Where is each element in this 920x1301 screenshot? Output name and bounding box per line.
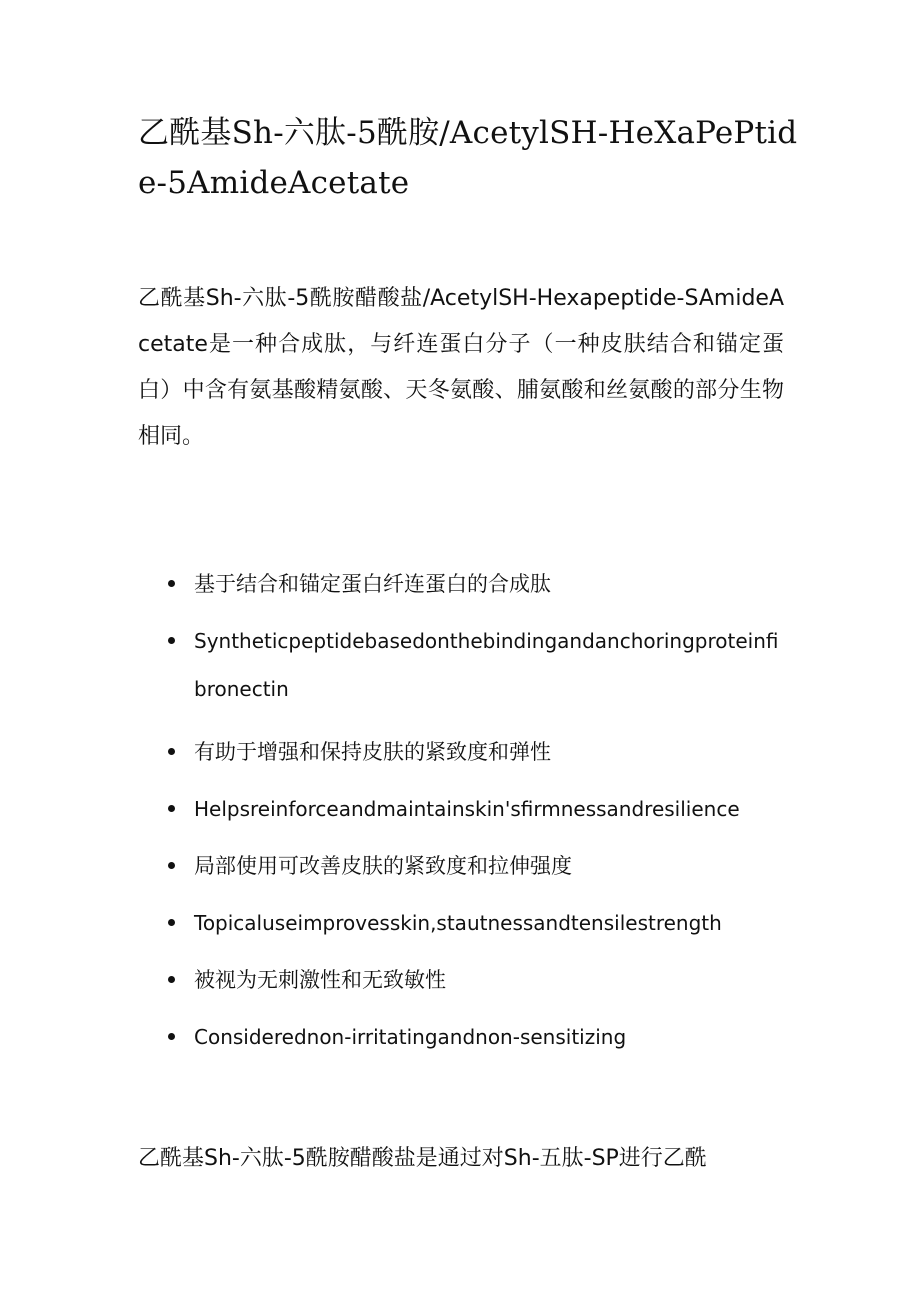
bullet-icon xyxy=(168,805,175,812)
list-item-text: 有助于增强和保持皮肤的紧致度和弹性 xyxy=(194,740,551,764)
list-item-text: Syntheticpeptidebasedonthebindingandanchoringproteinfibronectin xyxy=(194,629,779,701)
closing-paragraph: 乙酰基Sh-六肽-5酰胺醋酸盐是通过对Sh-五肽-SP进行乙酰 xyxy=(138,1146,707,1171)
list-item-text: 局部使用可改善皮肤的紧致度和拉伸强度 xyxy=(194,854,572,878)
list-item xyxy=(160,785,790,833)
list-item-text: 被视为无刺激性和无致敏性 xyxy=(194,968,446,992)
list-item xyxy=(160,899,790,947)
document-title: 乙酰基Sh-六肽-5酰胺/AcetylSH-HeXaPePtide-5AmideAcetate xyxy=(138,115,798,201)
bullet-icon xyxy=(168,919,175,926)
list-item-text: Helpsreinforceandmaintainskin'sfirmnessandresilience xyxy=(194,797,740,821)
list-item-text: Considerednon-irritatingandnon-sensitizing xyxy=(194,1025,627,1049)
bullet-icon xyxy=(168,580,175,587)
intro-paragraph: 乙酰基Sh-六肽-5酰胺醋酸盐/AcetylSH-Hexapeptide-SAmideAcetate是一种合成肽，与纤连蛋白分子（一种皮肤结合和锚定蛋白）中含有氨基酸精氨酸、天冬氨酸、脯氨酸和丝氨酸的部分生物相同。 xyxy=(138,286,784,449)
feature-list xyxy=(160,560,790,1070)
list-item xyxy=(160,728,790,776)
bullet-icon xyxy=(168,862,175,869)
list-item xyxy=(160,617,790,713)
list-item xyxy=(160,1013,790,1061)
list-item xyxy=(160,842,790,890)
bullet-icon xyxy=(168,976,175,983)
bullet-icon xyxy=(168,748,175,755)
list-item xyxy=(160,560,790,608)
list-item-text: 基于结合和锚定蛋白纤连蛋白的合成肽 xyxy=(194,572,551,596)
list-item xyxy=(160,956,790,1004)
bullet-icon xyxy=(168,637,175,644)
list-item-text: Topicaluseimprovesskin,stautnessandtensilestrength xyxy=(194,911,722,935)
bullet-icon xyxy=(168,1033,175,1040)
